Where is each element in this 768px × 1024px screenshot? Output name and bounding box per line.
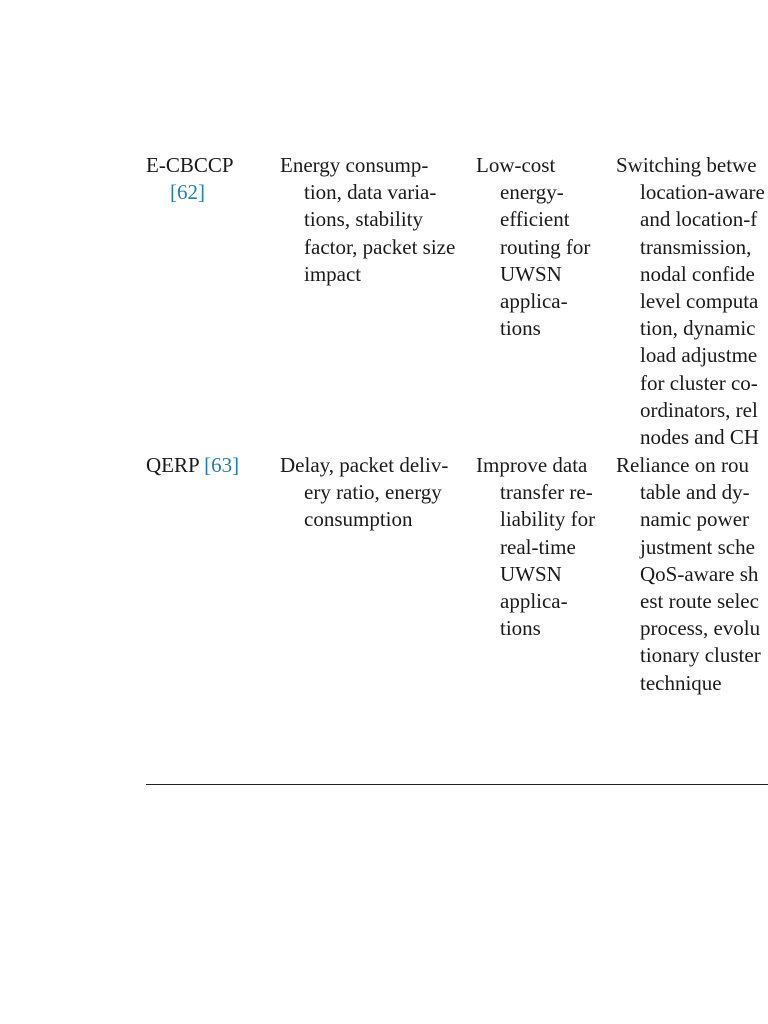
features-line: technique <box>640 670 722 695</box>
features-line: namic power <box>640 507 750 532</box>
features-line: justment sche <box>640 534 755 559</box>
metrics-line: impact <box>304 261 362 286</box>
objective-line: Improve data <box>476 453 588 477</box>
features-line: nodes and CH <box>640 425 759 450</box>
features-line: transmission, <box>640 234 752 259</box>
metrics-line: ery ratio, energy <box>304 480 442 505</box>
objective-line: applica- <box>500 289 568 314</box>
features-line: process, evolu <box>640 616 761 641</box>
objective-line: UWSN <box>500 261 562 286</box>
features-line: est route selec <box>640 589 759 614</box>
features-line: table and dy- <box>640 480 750 505</box>
metrics-line: factor, packet size <box>304 234 456 259</box>
objective-line: routing for <box>500 234 591 259</box>
metrics-line: consumption <box>304 507 413 532</box>
protocol-cell <box>146 152 234 206</box>
metrics-line: Delay, packet deliv- <box>280 453 449 477</box>
objective-line: real-time <box>500 534 576 559</box>
citation-link[interactable]: [63] <box>204 453 240 477</box>
metrics-line: tions, stability <box>304 207 424 232</box>
features-line: load adjustme <box>640 343 758 368</box>
table-bottom-rule <box>146 784 768 785</box>
features-line: level computa <box>640 289 759 314</box>
protocol-cell <box>146 452 239 479</box>
objective-line: applica- <box>500 589 568 614</box>
features-cell <box>616 152 765 451</box>
features-line: and location-f <box>640 207 758 232</box>
objective-cell <box>476 152 590 342</box>
objective-line: energy- <box>500 180 564 205</box>
protocol-name: E-CBCCP <box>146 153 234 177</box>
protocol-name: QERP <box>146 453 199 477</box>
metrics-cell <box>280 152 455 288</box>
objective-line: efficient <box>500 207 570 232</box>
objective-cell <box>476 452 595 642</box>
features-line: Reliance on rou <box>616 453 749 477</box>
features-line: tion, dynamic <box>640 316 756 341</box>
objective-line: liability for <box>500 507 596 532</box>
features-line: nodal confide <box>640 261 755 286</box>
objective-line: UWSN <box>500 561 562 586</box>
features-line: ordinators, rel <box>640 397 758 422</box>
metrics-cell <box>280 452 448 534</box>
objective-line: Low-cost <box>476 153 556 177</box>
features-line: QoS-aware sh <box>640 561 759 586</box>
features-cell <box>616 452 761 697</box>
citation-link[interactable]: [62] <box>170 180 205 205</box>
features-line: tionary cluster <box>640 643 761 668</box>
features-line: Switching betwe <box>616 153 757 177</box>
features-line: for cluster co- <box>640 370 758 395</box>
metrics-line: tion, data varia- <box>304 180 437 205</box>
objective-line: tions <box>500 316 541 341</box>
objective-line: tions <box>500 616 541 641</box>
metrics-line: Energy consump- <box>280 153 429 177</box>
objective-line: transfer re- <box>500 480 593 505</box>
features-line: location-aware <box>640 180 765 205</box>
